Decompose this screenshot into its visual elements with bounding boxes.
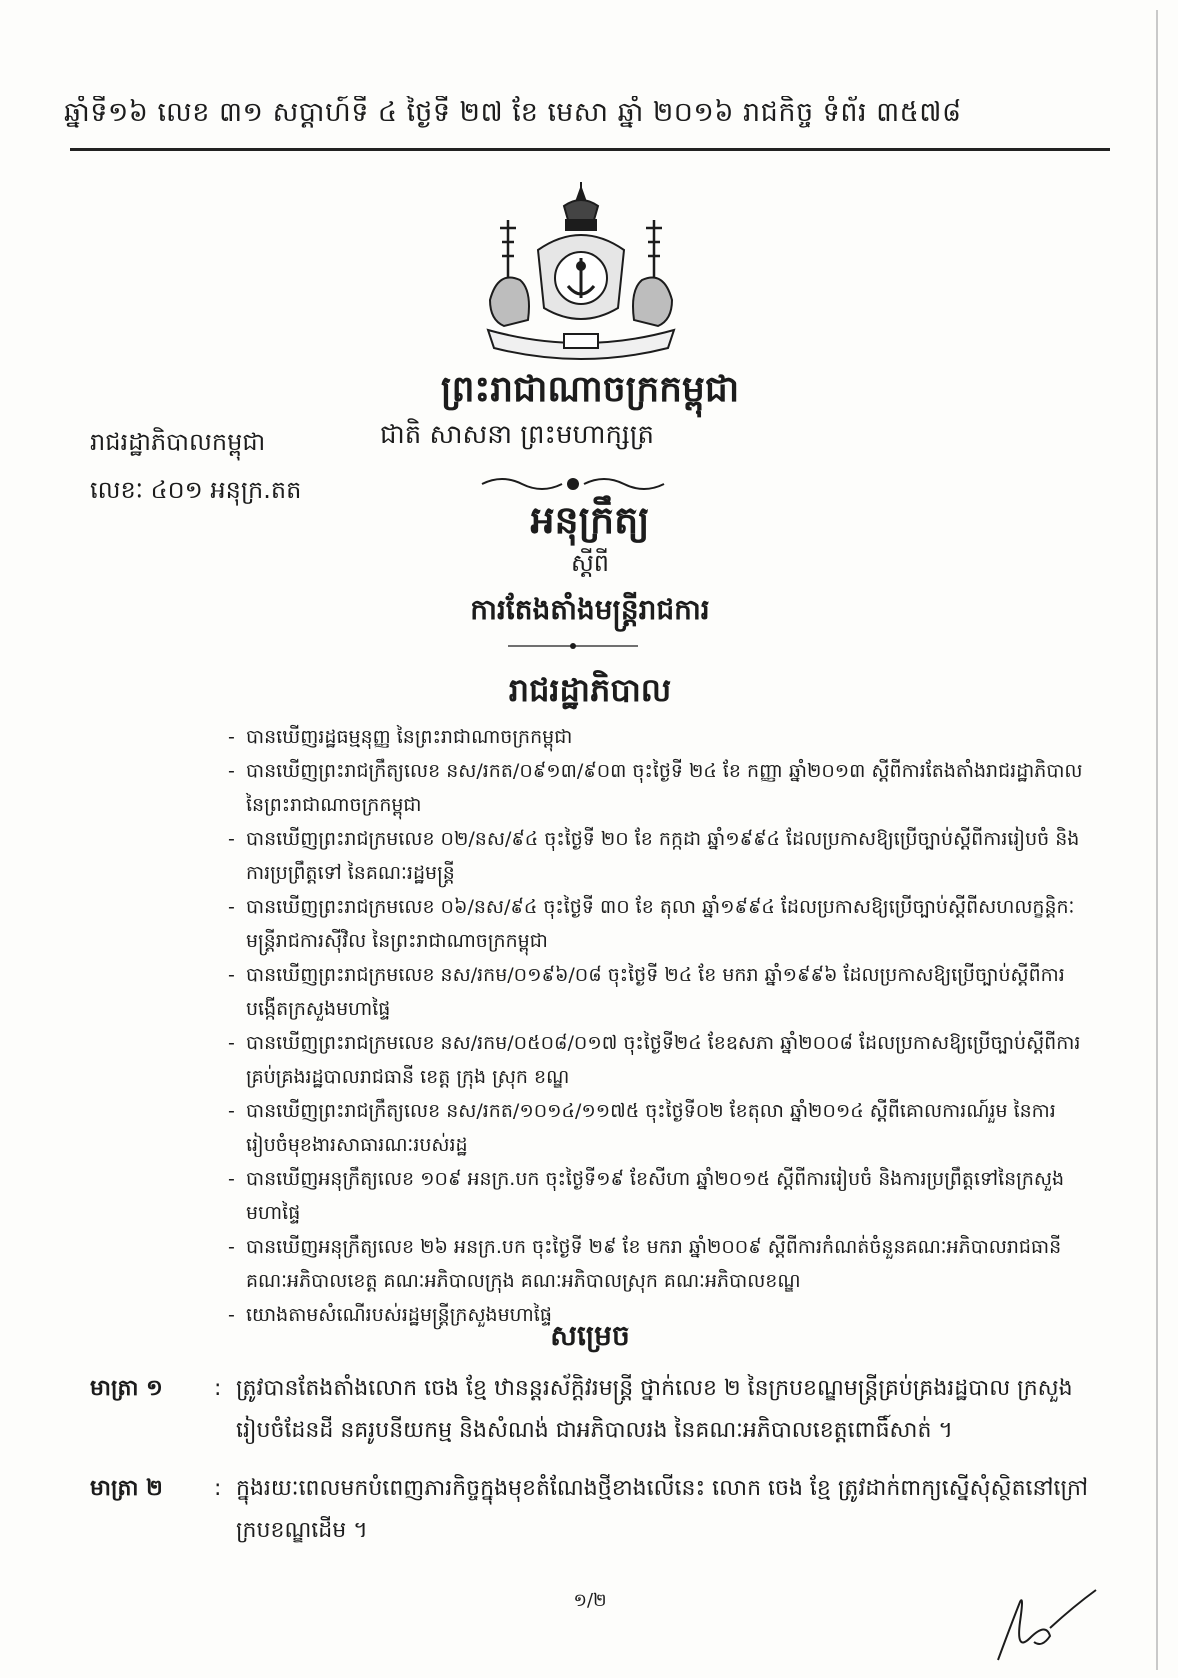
signature-icon [990,1582,1100,1666]
small-divider-icon [508,640,638,652]
ornament-divider-icon [478,472,668,496]
list-item: - បានឃើញរដ្ឋធម្មនុញ្ញ នៃព្រះរាជាណាចក្រកម្ពុជា [228,726,573,748]
kingdom-name: ព្រះរាជាណាចក្រកម្ពុជា [440,369,740,410]
list-item: - បានឃើញព្រះរាជក្រមលេខ នស/រកម/០៥០៨/០១៧ ចុះថ្ងៃទី២៤ ខែឧសភា ឆ្នាំ២០០៨ ដែលប្រកាសឱ្យប្រើច្បាប់ស្ដីពីការគ្រប់គ្រងរដ្ឋបាលរាជធានី ខេត្ត ក្រុង ស្រុក ខណ្ឌ [228,1032,1081,1088]
issuer-block [90,418,410,514]
list-item: - បានឃើញព្រះរាជក្រមលេខ ០២/នស/៩៤ ចុះថ្ងៃទី ២០ ខែ កក្កដា ឆ្នាំ១៩៩៤ ដែលប្រកាសឱ្យប្រើច្បាប់ស្ដីពីការរៀបចំ និងការប្រព្រឹត្តទៅ នៃគណៈរដ្ឋមន្ត្រី [228,828,1080,884]
issuing-body: រាជរដ្ឋាភិបាល [508,671,672,709]
list-item: - បានឃើញព្រះរាជក្រឹត្យលេខ នស/រកត/០៩១៣/៩០៣ ចុះថ្ងៃទី ២៤ ខែ កញ្ញា ឆ្នាំ២០១៣ ស្ដីពីការតែងតាំងរាជរដ្ឋាភិបាល នៃព្រះរាជាណាចក្រកម្ពុជា [228,760,1083,816]
document-subject: ការតែងតាំងមន្ត្រីរាជការ [470,593,710,626]
list-item: - បានឃើញព្រះរាជក្រឹត្យលេខ នស/រកត/១០១៤/១១៧៥ ចុះថ្ងៃទី០២ ខែតុលា ឆ្នាំ២០១៤ ស្ដីពីគោលការណ៍រួម នៃការរៀបចំមុខងារសាធារណៈរបស់រដ្ឋ [228,1100,1056,1156]
issuer-name: រាជរដ្ឋាភិបាលកម្ពុជា [90,428,266,456]
article-label: មាត្រា ១ [90,1376,163,1401]
document-number: លេខៈ ៤០១ អនុក្រ.តត [90,476,302,504]
article-colon: : [214,1376,222,1401]
article-1 [90,1368,1090,1452]
page-number: ១/២ [573,1590,607,1611]
list-item: - បានឃើញអនុក្រឹត្យលេខ ២៦ អនក្រ.បក ចុះថ្ងៃទី ២៩ ខែ មករា ឆ្នាំ២០០៩ ស្ដីពីការកំណត់ចំនួនគណៈអភិបាលរាជធានី គណៈអភិបាលខេត្ត គណៈអភិបាលក្រុង គណៈអភិបាលស្រុក គណៈអភិបាលខណ្ឌ [228,1236,1062,1292]
gazette-header: ឆ្នាំទី១៦ លេខ ៣១ សប្ដាហ៍ទី ៤ ថ្ងៃទី ២៧ ខែ មេសា ឆ្នាំ ២០១៦ រាជកិច្ច ទំព័រ ៣៥៧៨ [64,97,962,128]
document-about: ស្ដីពី [570,549,610,577]
list-item: - បានឃើញព្រះរាជក្រមលេខ នស/រកម/០១៩៦/០៨ ចុះថ្ងៃទី ២៤ ខែ មករា ឆ្នាំ១៩៩៦ ដែលប្រកាសឱ្យប្រើច្បាប់ស្ដីពីការបង្កើតក្រសួងមហាផ្ទៃ [228,964,1065,1020]
list-item: - យោងតាមសំណើរបស់រដ្ឋមន្ត្រីក្រសួងមហាផ្ទៃ [228,1304,552,1326]
scan-edge-line [1156,10,1158,1670]
national-motto: ជាតិ សាសនា ព្រះមហាក្សត្រ [380,420,654,450]
header-divider [70,148,1110,151]
document-title: អនុក្រឹត្យ [530,498,650,542]
list-item: - បានឃើញអនុក្រឹត្យលេខ ១០៩ អនក្រ.បក ចុះថ្ងៃទី១៩ ខែសីហា ឆ្នាំ២០១៥ ស្ដីពីការរៀបចំ និងការប្រព្រឹត្តទៅនៃក្រសួងមហាផ្ទៃ [228,1168,1065,1224]
decision-heading: សម្រេច [550,1319,630,1352]
article-text: ត្រូវបានតែងតាំងលោក ចេង ខ្មែ ឋានន្តរស័ក្តិវរមន្ត្រី ថ្នាក់លេខ ២ នៃក្របខណ្ឌមន្ត្រីគ្រប់គ្រងរដ្ឋបាល ក្រសួងរៀបចំដែនដី នគរូបនីយកម្ម និងសំណង់ ជាអភិបាលរង នៃគណៈអភិបាលខេត្តពោធិ៍សាត់ ។ [236,1376,1073,1443]
preamble-clauses [228,720,1088,1332]
article-colon: : [214,1476,222,1501]
royal-coat-of-arms-icon [468,180,694,362]
article-2 [90,1468,1090,1552]
article-label: មាត្រា ២ [90,1476,163,1501]
article-text: ក្នុងរយៈពេលមកបំពេញភារកិច្ចក្នុងមុខតំណែងថ្មីខាងលើនេះ លោក ចេង ខ្មែ ត្រូវដាក់ពាក្យស្នើសុំស្ថិតនៅក្រៅក្របខណ្ឌដើម ។ [236,1476,1088,1543]
list-item: - បានឃើញព្រះរាជក្រមលេខ ០៦/នស/៩៤ ចុះថ្ងៃទី ៣០ ខែ តុលា ឆ្នាំ១៩៩៤ ដែលប្រកាសឱ្យប្រើច្បាប់ស្ដីពីសហលក្ខន្តិកៈមន្ត្រីរាជការស៊ីវិល នៃព្រះរាជាណាចក្រកម្ពុជា [228,896,1075,952]
